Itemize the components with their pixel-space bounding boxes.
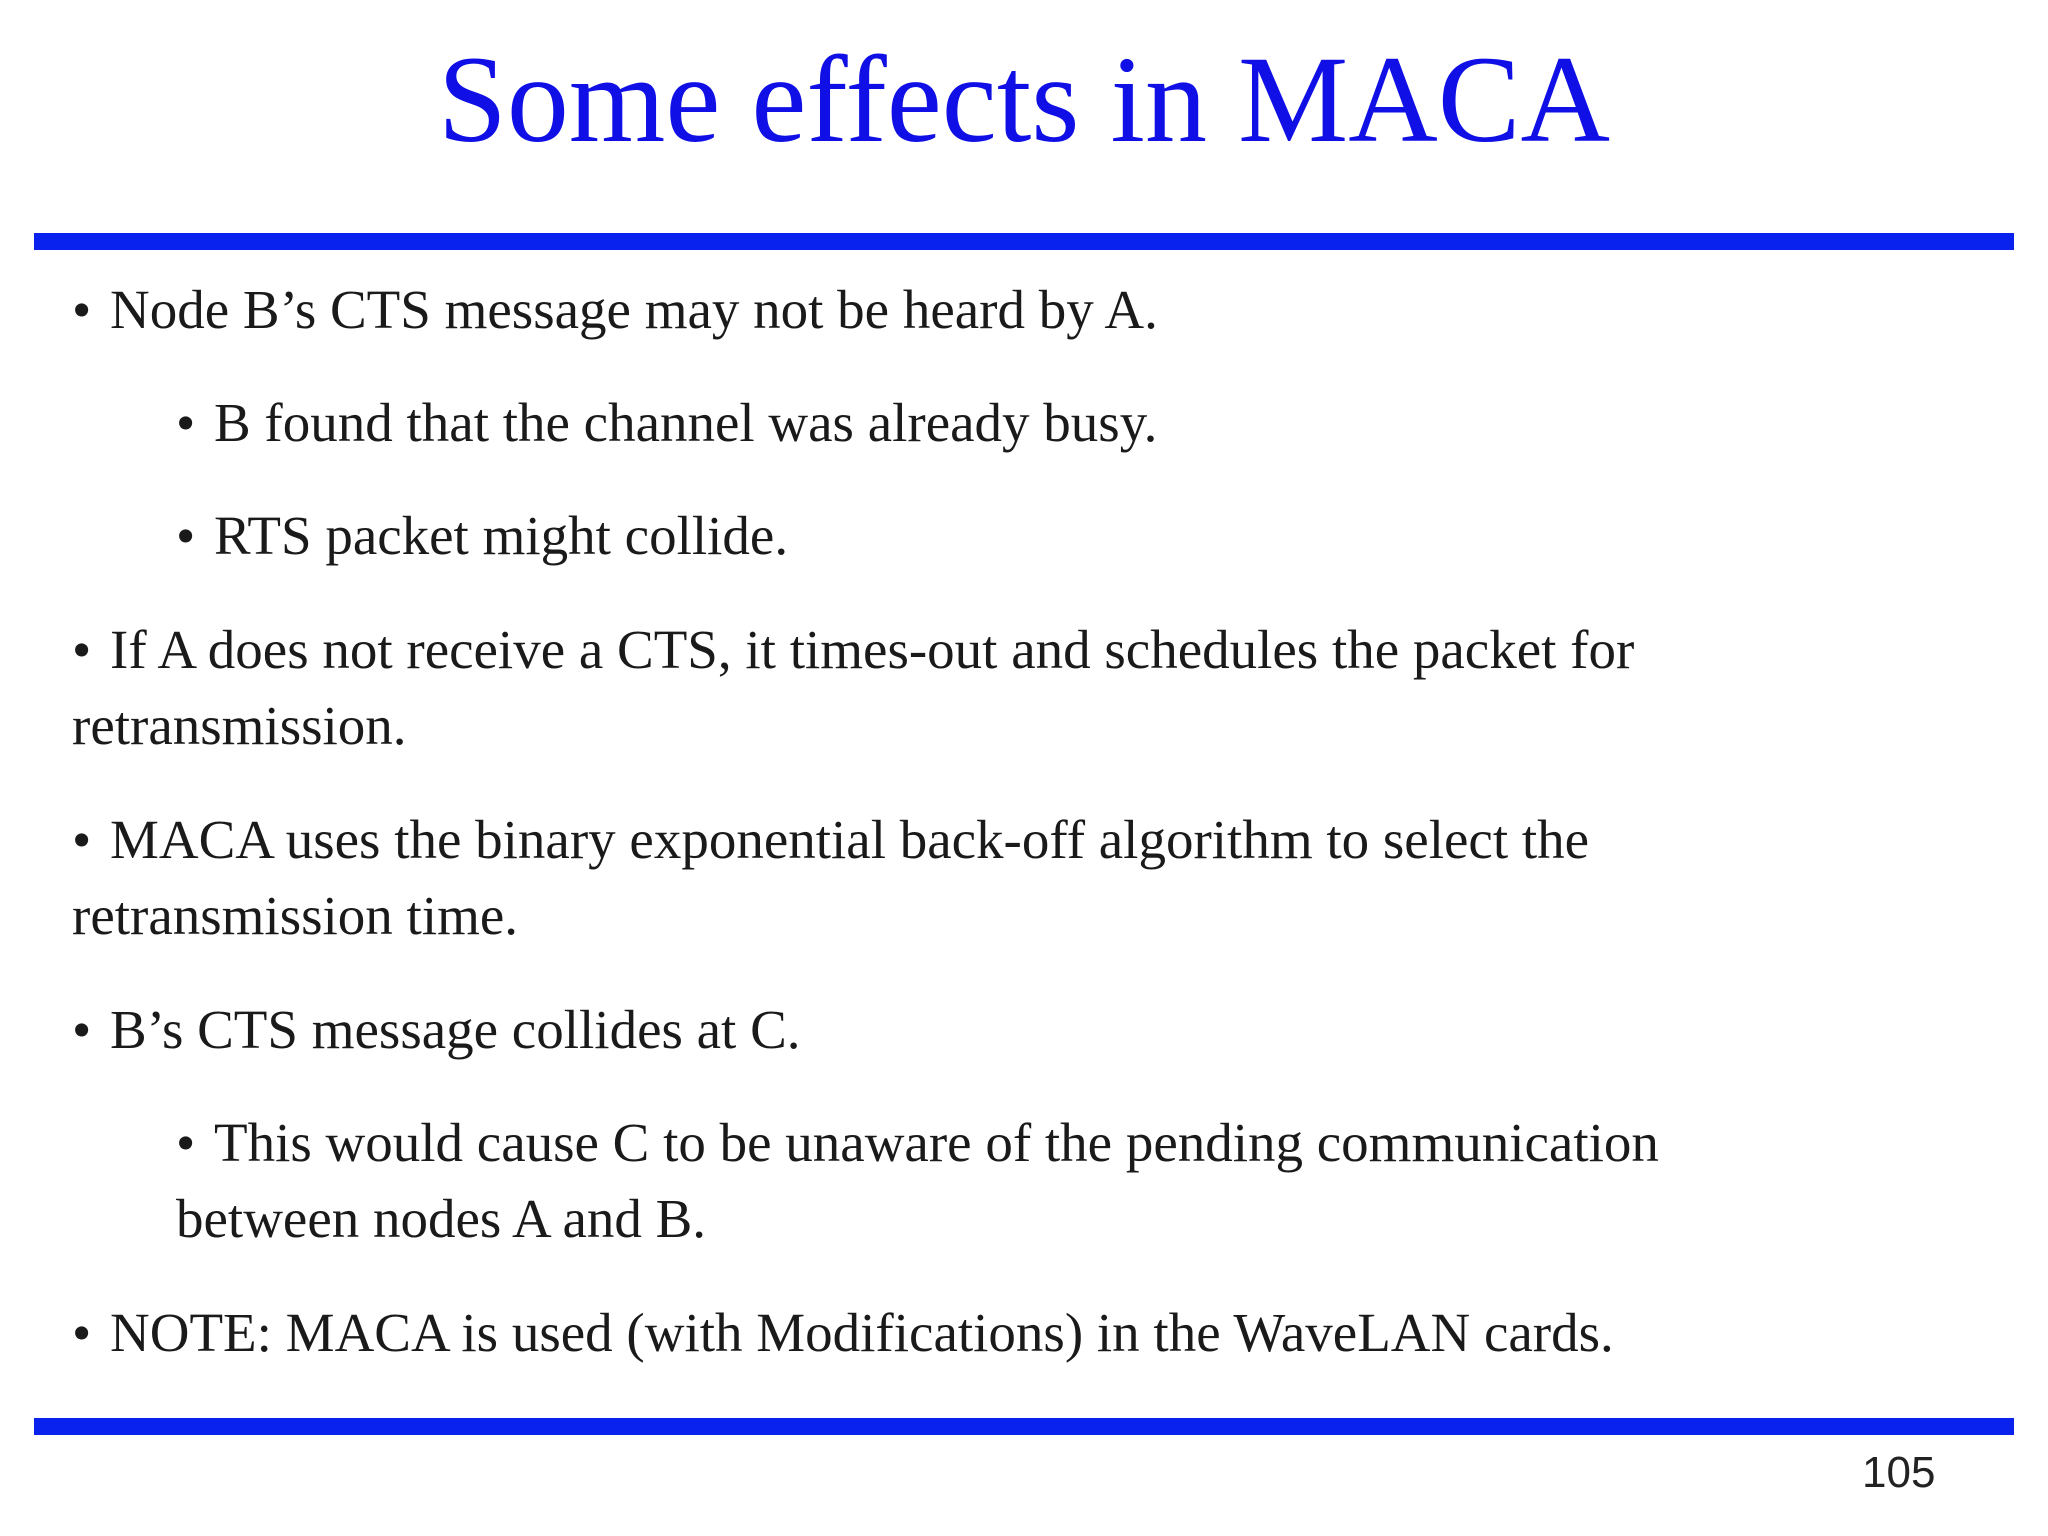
sub-bullet-item	[176, 1105, 1659, 1257]
bullet-text: RTS packet might collide.	[214, 505, 789, 566]
slide-title: Some effects in MACA	[437, 31, 1611, 168]
bullet-icon: •	[176, 1112, 196, 1173]
bullet-item	[72, 272, 1158, 348]
bullet-item	[72, 612, 1634, 764]
bullet-icon: •	[72, 1302, 92, 1363]
bullet-item	[72, 1295, 1614, 1371]
bullet-item	[72, 992, 801, 1068]
bullet-text: If A does not receive a CTS, it times-out and schedules the packet for	[110, 619, 1635, 680]
bullet-icon: •	[72, 999, 92, 1060]
bullet-text-continuation: retransmission.	[72, 695, 407, 756]
bullet-text-continuation: between nodes A and B.	[176, 1188, 707, 1249]
bullet-item	[72, 802, 1589, 954]
bullet-text: B found that the channel was already busy.	[214, 392, 1158, 453]
bullet-text-continuation: retransmission time.	[72, 885, 519, 946]
bullet-icon: •	[72, 279, 92, 340]
page-number: 105	[1862, 1448, 1936, 1497]
sub-bullet-item	[176, 385, 1157, 461]
bullet-icon: •	[72, 619, 92, 680]
bullet-text: NOTE: MACA is used (with Modifications) in the WaveLAN cards.	[110, 1302, 1614, 1363]
bullet-icon: •	[72, 809, 92, 870]
bullet-text: This would cause C to be unaware of the pending communication	[214, 1112, 1659, 1173]
bottom-divider	[34, 1418, 2014, 1435]
bullet-text: MACA uses the binary exponential back-off algorithm to select the	[110, 809, 1590, 870]
bullet-icon: •	[176, 392, 196, 453]
bullet-text: Node B’s CTS message may not be heard by A.	[110, 279, 1158, 340]
bullet-icon: •	[176, 505, 196, 566]
bullet-text: B’s CTS message collides at C.	[110, 999, 801, 1060]
sub-bullet-item	[176, 498, 788, 574]
